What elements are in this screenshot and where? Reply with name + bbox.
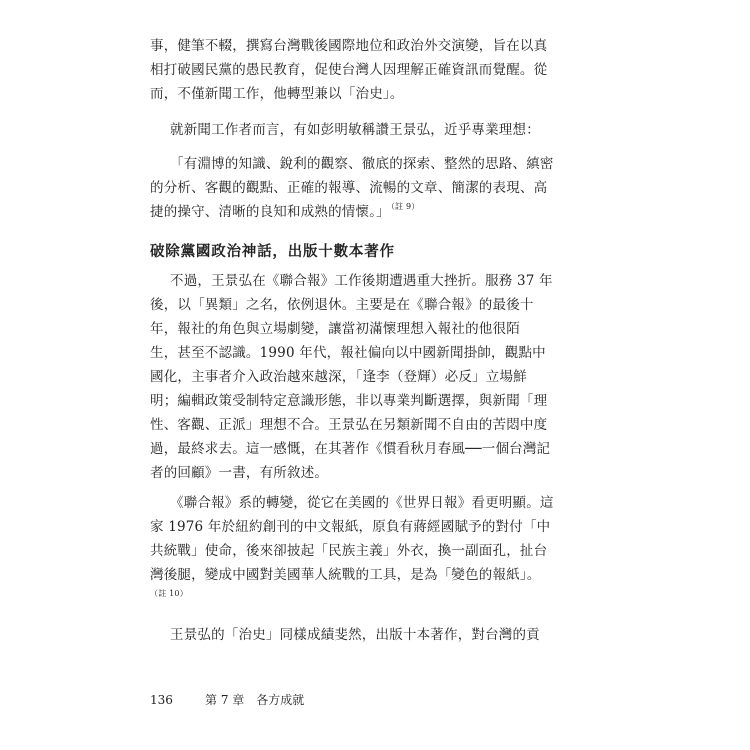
paragraph-3-line-6: 明；編輯政策受制特定意識形態，非以專業判斷選擇，與新聞「理 — [150, 393, 548, 409]
paragraph-3-line-1: 不過，王景弘在《聯合報》工作後期遭遇重大挫折。服務 37 年 — [170, 273, 553, 289]
paragraph-1 — [150, 34, 550, 106]
paragraph-3-line-2: 後，以「異類」之名，依例退休。主要是在《聯合報》的最後十 — [150, 297, 534, 313]
paragraph-3-line-9: 者的回顧》一書，有所敘述。 — [150, 465, 329, 481]
chapter-label: 第 7 章 — [205, 693, 245, 707]
paragraph-2-line-1: 就新聞工作者而言，有如彭明敏稱讚王景弘，近乎專業理想： — [170, 122, 540, 138]
chapter-title: 各方成就 — [256, 693, 305, 707]
paragraph-5-line-1: 王景弘的「治史」同樣成績斐然，出版十本著作，對台灣的貢 — [170, 627, 540, 643]
paragraph-3-line-7: 性、客觀、正派」理想不合。王景弘在另類新聞不自由的苦悶中度 — [150, 417, 548, 433]
paragraph-1-line-3: 而，不僅新聞工作，他轉型兼以「治史」。 — [150, 86, 404, 102]
paragraph-5 — [150, 623, 550, 647]
quote-paragraph — [150, 152, 554, 224]
paragraph-4-line-3: 共統戰」使命，後來卻披起「民族主義」外衣，換一副面孔，扯台 — [150, 543, 548, 559]
section-heading: 破除黨國政治神話，出版十數本著作 — [150, 244, 395, 260]
paragraph-1-line-1: 事，健筆不輟，撰寫台灣戰後國際地位和政治外交演變，旨在以真 — [150, 38, 548, 54]
footnote-ref-10: （註 10） — [150, 589, 188, 598]
paragraph-3 — [150, 269, 553, 485]
page-footer — [150, 690, 304, 710]
paragraph-4-line-4: 灣後腿，變成中國對美國華人統戰的工具，是為「變色的報紙」。 — [150, 567, 541, 583]
quote-line-3: 捷的操守、清晰的良知和成熟的情懷。」 — [150, 204, 390, 220]
paragraph-4-line-1: 《聯合報》系的轉變，從它在美國的《世界日報》看更明顯。這 — [170, 495, 554, 511]
paragraph-4 — [150, 491, 554, 601]
footnote-ref-9: （註 9） — [390, 202, 420, 211]
paragraph-3-line-8: 過，最終求去。這一感慨，在其著作《慣看秋月春風──一個台灣記 — [150, 441, 551, 457]
paragraph-3-line-4: 生，甚至不認識。1990 年代，報社偏向以中國新聞掛帥，觀點中 — [150, 345, 546, 361]
quote-line-2: 的分析、客觀的觀點、正確的報導、流暢的文章、簡潔的表現、高 — [150, 180, 548, 196]
page-number: 136 — [150, 693, 173, 707]
quote-line-1: 「有淵博的知識、銳利的觀察、徹底的探索、整然的思路、縝密 — [170, 156, 554, 172]
paragraph-1-line-2: 相打破國民黨的愚民教育，促使台灣人因理解正確資訊而覺醒。從 — [150, 62, 548, 78]
paragraph-3-line-3: 年，報社的角色與立場劇變，讓當初滿懷理想入報社的他很陌 — [150, 321, 520, 337]
paragraph-2 — [150, 118, 550, 142]
paragraph-4-line-2: 家 1976 年於紐約創刊的中文報紙，原負有蔣經國賦予的對付「中 — [150, 519, 551, 535]
paragraph-3-line-5: 國化，主事者介入政治越來越深，「逢李（登輝）必反」立場鮮 — [150, 369, 527, 385]
